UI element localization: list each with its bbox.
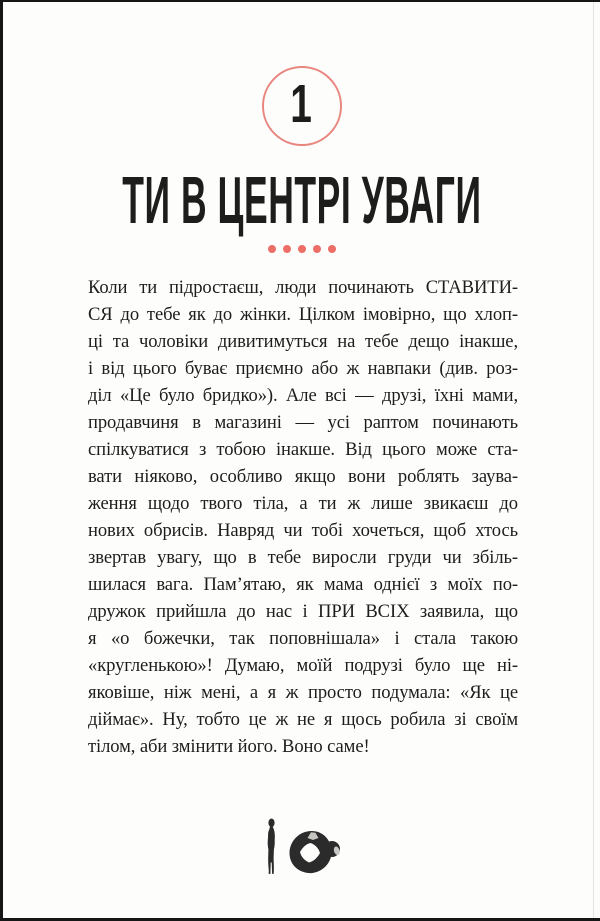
paragraph-line: я «о божечки, так поповнішала» і стала такою	[88, 628, 518, 649]
paragraph-line: ження щодо твого тіла, а ти ж лише звикаєш до	[88, 493, 518, 514]
paragraph-line: шилася вага. Пам’ятаю, як мама однієї з моїх по-	[88, 574, 518, 595]
divider-dot	[313, 245, 321, 253]
paragraph-line: звертав увагу, що в тебе виросли груди чи збіль-	[88, 547, 518, 568]
paragraph-line: СЯ до тебе як до жінки. Цілком імовірно, що хлоп-	[88, 304, 518, 325]
bow-pose-icon	[285, 829, 341, 875]
paragraph-line: діймає». Ну, тобто це ж не я щось робила зі своїм	[88, 709, 518, 730]
chapter-number: 1	[290, 74, 313, 134]
paragraph-line: продавчиня в магазині — усі раптом починають	[88, 412, 518, 433]
paragraph-line: яковіше, ніж мені, а я ж просто подумала: «Як це	[88, 682, 518, 703]
chapter-title	[3, 163, 600, 238]
divider-dot	[298, 245, 306, 253]
paragraph-line: діл «Це було бридко»). Але всі — друзі, їхні мами,	[88, 385, 518, 406]
paragraph-line: нових обрисів. Навряд чи тобі хочеться, щоб хтось	[88, 520, 518, 541]
paragraph-line: ці та чоловіки дивитимуться на тебе дещо інакше,	[88, 331, 518, 352]
chapter-number-badge	[262, 66, 342, 146]
paragraph-line: Коли ти підростаєш, люди починають СТАВИТИ-	[88, 277, 518, 298]
standing-person-icon	[262, 818, 279, 875]
title-divider-dots	[3, 245, 600, 253]
chapter-title-text: ТИ В ЦЕНТРІ УВАГИ	[121, 163, 482, 238]
footer-illustrations	[262, 818, 341, 875]
paragraph-line: і від цього буває приємно або ж навпаки (див. роз-	[88, 358, 518, 379]
divider-dot	[328, 245, 336, 253]
divider-dot	[283, 245, 291, 253]
paragraph-line: тілом, аби змінити його. Воно саме!	[88, 736, 370, 757]
paragraph-line: дружок прийшла до нас і ПРИ ВСІХ заявила, що	[88, 601, 518, 622]
page-edge-line	[593, 2, 594, 918]
paragraph-line: спілкуватися з тобою інакше. Від цього може ста-	[88, 439, 518, 460]
paragraph-line: «кругленькою»! Думаю, моїй подрузі було ще ні-	[88, 655, 518, 676]
chapter-paragraph	[88, 274, 518, 760]
paragraph-line: вати ніяково, особливо якщо вони роблять заува-	[88, 466, 518, 487]
divider-dot	[268, 245, 276, 253]
